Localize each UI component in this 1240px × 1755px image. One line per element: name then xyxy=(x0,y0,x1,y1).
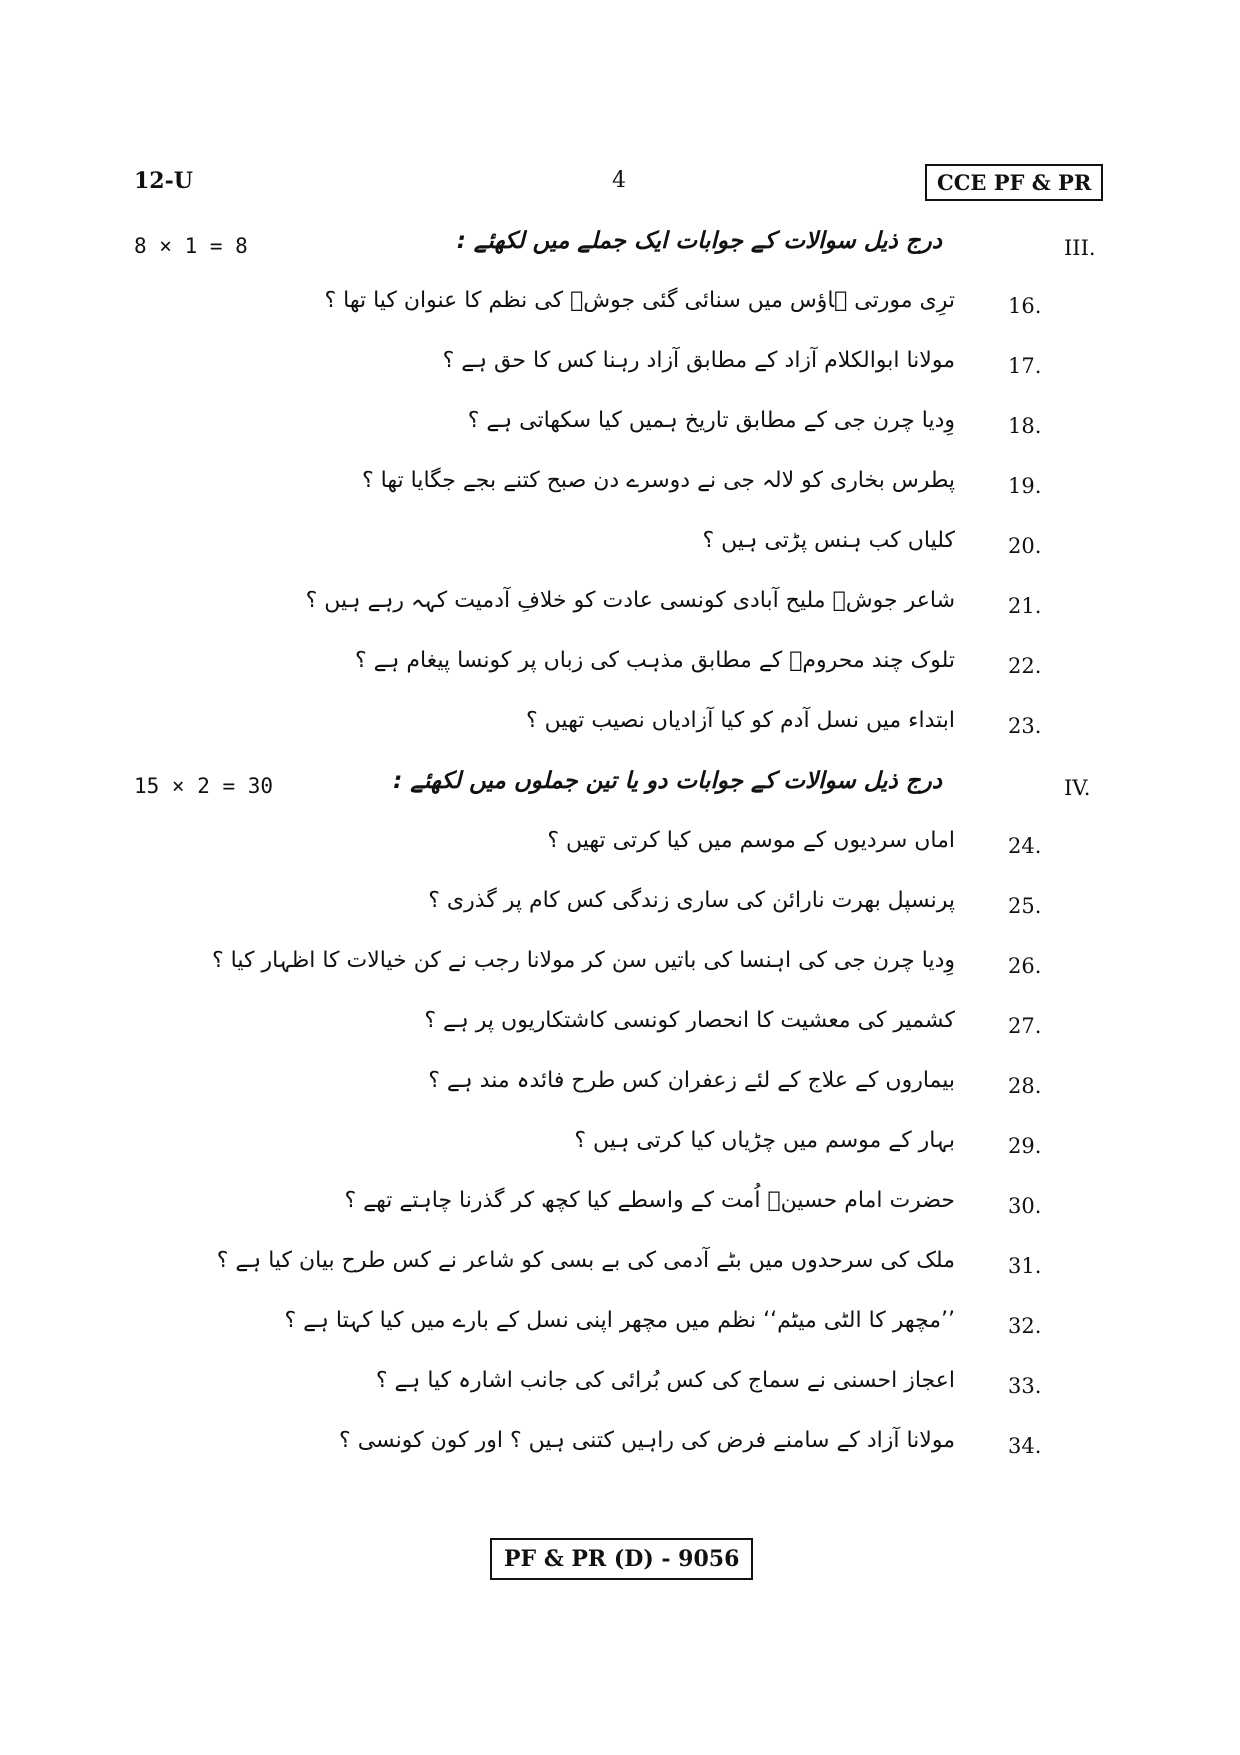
question-number: 21. xyxy=(1008,594,1042,618)
question-number: 34. xyxy=(1008,1434,1042,1458)
question-number: 33. xyxy=(1008,1374,1042,1398)
question-number: 27. xyxy=(1008,1014,1042,1038)
question-text: ابتداء میں نسل آدم کو کیا آزادیاں نصیب تھیں ؟ xyxy=(526,708,955,733)
question-text: وِدیا چرن جی کے مطابق تاریخ ہمیں کیا سکھاتی ہے ؟ xyxy=(467,408,955,433)
section-iii-number: III. xyxy=(1064,236,1096,260)
question-text: اعجاز احسنی نے سماج کی کس بُرائی کی جانب اشارہ کیا ہے ؟ xyxy=(375,1368,955,1393)
question-number: 29. xyxy=(1008,1134,1042,1158)
question-text: مولانا آزاد کے سامنے فرض کی راہیں کتنی ہیں ؟ اور کون کونسی ؟ xyxy=(339,1428,955,1453)
question-text: اماں سردیوں کے موسم میں کیا کرتی تھیں ؟ xyxy=(547,828,955,853)
question-number: 28. xyxy=(1008,1074,1042,1098)
section-iv-number: IV. xyxy=(1064,776,1091,800)
question-text: وِدیا چرن جی کی اہنسا کی باتیں سن کر مولانا رجب نے کن خیالات کا اظہار کیا ؟ xyxy=(212,948,955,973)
question-text: تلوک چند محرومؔ کے مطابق مذہب کی زباں پر کونسا پیغام ہے ؟ xyxy=(354,648,955,673)
question-text: پرنسپل بھرت نارائن کی ساری زندگی کس کام پر گذری ؟ xyxy=(428,888,955,913)
section-iv-title: درج ذیل سوالات کے جوابات دو یا تین جملوں میں لکھئے : xyxy=(393,768,942,794)
question-number: 31. xyxy=(1008,1254,1042,1278)
question-number: 32. xyxy=(1008,1314,1042,1338)
section-iii-title: درج ذیل سوالات کے جوابات ایک جملے میں لکھئے : xyxy=(456,228,942,254)
section-iii-marks: 8 × 1 = 8 xyxy=(134,234,248,258)
question-number: 23. xyxy=(1008,714,1042,738)
question-number: 20. xyxy=(1008,534,1042,558)
question-text: بیماروں کے علاج کے لئے زعفران کس طرح فائدہ مند ہے ؟ xyxy=(428,1068,955,1093)
question-text: حضرت امام حسینؓ اُمت کے واسطے کیا کچھ کر گذرنا چاہتے تھے ؟ xyxy=(344,1188,955,1213)
question-text: ترِی مورتی ہاؤس میں سنائی گئی جوشؔ کی نظم کا عنوان کیا تھا ؟ xyxy=(324,288,955,313)
course-code-box: CCE PF & PR xyxy=(925,164,1103,201)
paper-code: 12-U xyxy=(134,168,193,194)
question-number: 26. xyxy=(1008,954,1042,978)
question-number: 30. xyxy=(1008,1194,1042,1218)
question-text: ’’مچھر کا الٹی میٹم‘‘ نظم میں مچھر اپنی نسل کے بارے میں کیا کہتا ہے ؟ xyxy=(284,1308,955,1333)
question-text: کشمیر کی معشیت کا انحصار کونسی کاشتکاریوں پر ہے ؟ xyxy=(424,1008,955,1033)
question-number: 19. xyxy=(1008,474,1042,498)
question-text: شاعر جوشؔ ملیح آبادی کونسی عادت کو خلافِ آدمیت کہہ رہے ہیں ؟ xyxy=(305,588,955,613)
footer-paper-code: PF & PR (D) - 9056 xyxy=(490,1538,753,1580)
section-iv-marks: 15 × 2 = 30 xyxy=(134,774,274,798)
question-number: 24. xyxy=(1008,834,1042,858)
question-text: ملک کی سرحدوں میں بٹے آدمی کی بے بسی کو شاعر نے کس طرح بیان کیا ہے ؟ xyxy=(216,1248,955,1273)
question-number: 25. xyxy=(1008,894,1042,918)
question-number: 16. xyxy=(1008,294,1042,318)
page-number: 4 xyxy=(612,168,626,193)
question-text: پطرس بخاری کو لالہ جی نے دوسرے دن صبح کتنے بجے جگایا تھا ؟ xyxy=(361,468,955,493)
question-text: مولانا ابوالکلام آزاد کے مطابق آزاد رہنا کس کا حق ہے ؟ xyxy=(442,348,955,373)
question-number: 18. xyxy=(1008,414,1042,438)
question-text: کلیاں کب ہنس پڑتی ہیں ؟ xyxy=(702,528,955,553)
question-text: بہار کے موسم میں چڑیاں کیا کرتی ہیں ؟ xyxy=(574,1128,955,1153)
question-number: 22. xyxy=(1008,654,1042,678)
question-number: 17. xyxy=(1008,354,1042,378)
